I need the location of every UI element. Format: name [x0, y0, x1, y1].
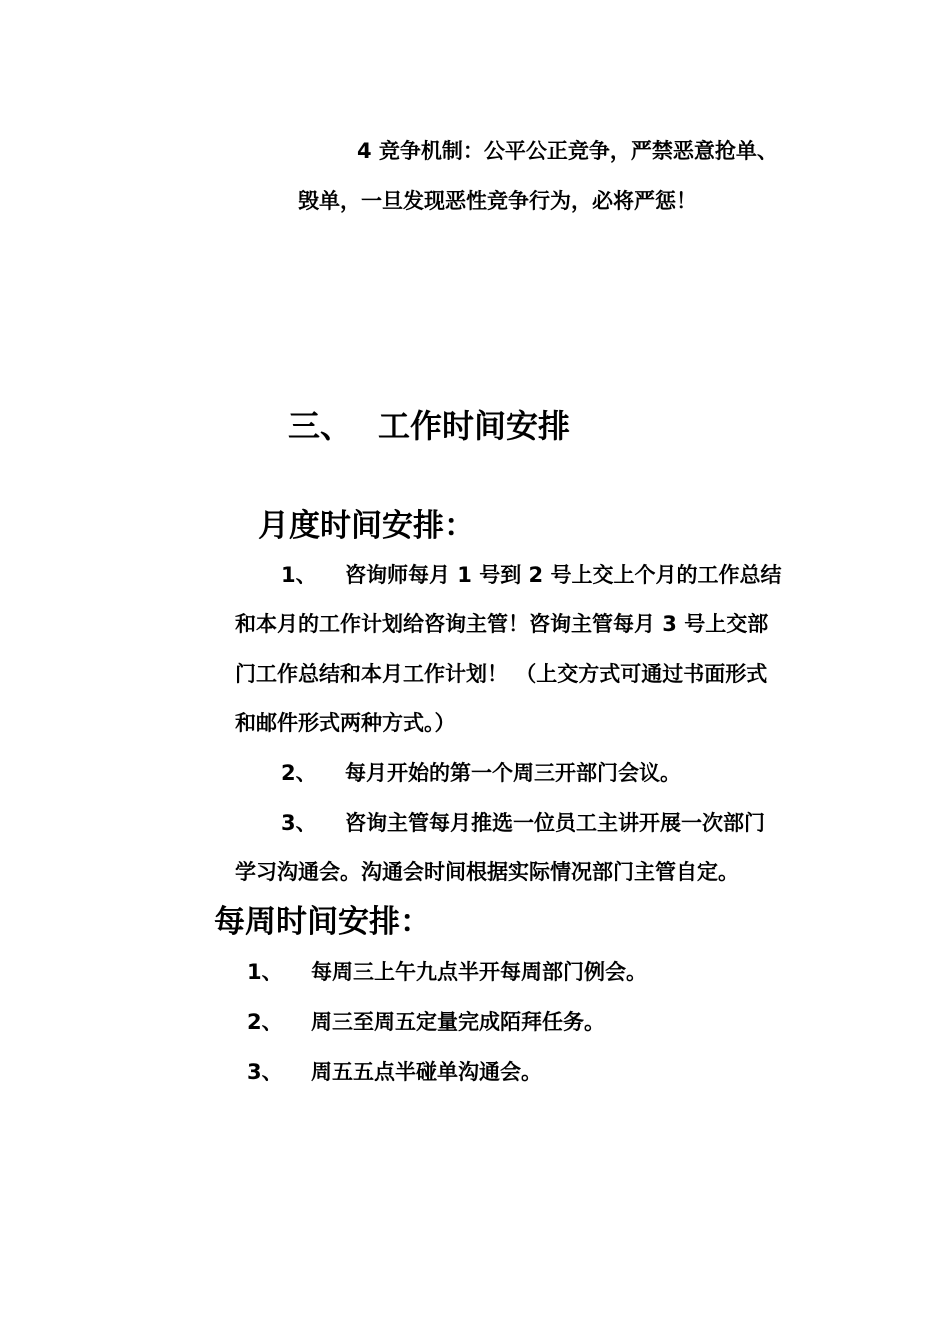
monthly-item-1-line-2: 和本月的工作计划给咨询主管！咨询主管每月 3 号上交部	[235, 612, 769, 636]
weekly-item-3-text: 周五五点半碰单沟通会。	[311, 1060, 542, 1084]
monthly-item-1-number: 1、	[281, 563, 317, 587]
competition-line-2: 毁单，一旦发现恶性竞争行为，必将严惩！	[298, 189, 697, 213]
monthly-item-1-line-1: 咨询师每月 1 号到 2 号上交上个月的工作总结	[345, 563, 782, 587]
weekly-item-1-number: 1、	[247, 960, 283, 984]
monthly-item-3-line-2: 学习沟通会。沟通会时间根据实际情况部门主管自定。	[235, 860, 739, 884]
monthly-item-2-line-1: 每月开始的第一个周三开部门会议。	[345, 761, 681, 785]
monthly-item-3-line-1: 咨询主管每月推选一位员工主讲开展一次部门	[345, 811, 765, 835]
competition-line-1: 4 竞争机制：公平公正竞争，严禁恶意抢单、	[357, 139, 778, 163]
monthly-item-2-number: 2、	[281, 761, 317, 785]
monthly-item-1-line-4: 和邮件形式两种方式。）	[235, 711, 456, 735]
section-title: 工作时间安排	[378, 407, 571, 445]
weekly-item-1-text: 每周三上午九点半开每周部门例会。	[311, 960, 647, 984]
weekly-heading: 每周时间安排：	[214, 904, 431, 940]
weekly-item-2-number: 2、	[247, 1010, 283, 1034]
section-number: 三、	[288, 407, 353, 445]
monthly-item-3-number: 3、	[281, 811, 317, 835]
monthly-heading: 月度时间安排：	[258, 508, 475, 544]
monthly-item-1-line-3: 门工作总结和本月工作计划！ （上交方式可通过书面形式	[235, 662, 768, 686]
weekly-item-2-text: 周三至周五定量完成陌拜任务。	[311, 1010, 605, 1034]
weekly-item-3-number: 3、	[247, 1060, 283, 1084]
